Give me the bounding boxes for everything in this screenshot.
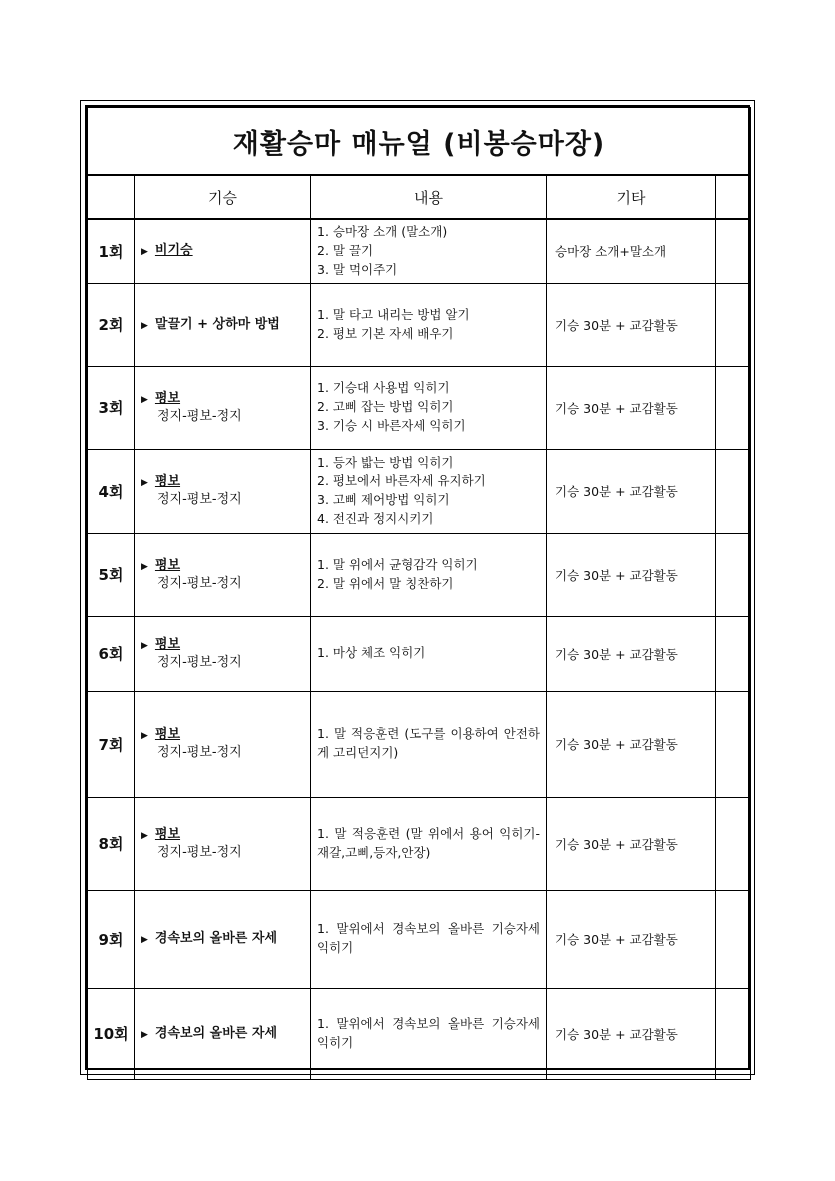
blank-cell [716, 890, 751, 988]
blank-cell [716, 283, 751, 366]
skill-name: 평보 [154, 390, 181, 406]
blank-cell [716, 691, 751, 797]
skill-name: 경속보의 올바른 자세 [154, 1025, 277, 1041]
header-content: 내용 [311, 175, 547, 219]
skill-name: 비기승 [154, 243, 193, 259]
content-line: 3. 기승 시 바른자세 익히기 [317, 417, 466, 433]
session-number: 2회 [88, 283, 135, 366]
skill-sub: 정지-평보-정지 [157, 408, 242, 424]
content-cell [311, 988, 547, 1079]
content-cell [311, 449, 547, 533]
header-row [88, 175, 751, 219]
content-cell [311, 533, 547, 616]
skill-cell [135, 533, 311, 616]
skill-cell [135, 219, 311, 283]
skill-cell [135, 988, 311, 1079]
triangle-bullet-icon: ▶ [141, 1029, 148, 1040]
skill-name: 평보 [154, 474, 181, 490]
content-line: 2. 말 위에서 말 칭찬하기 [317, 575, 454, 591]
skill-cell [135, 890, 311, 988]
skill-cell [135, 283, 311, 366]
skill-cell [135, 366, 311, 449]
blank-cell [716, 366, 751, 449]
session-number: 10회 [88, 988, 135, 1079]
etc-cell: 기승 30분 + 교감활동 [547, 797, 716, 890]
content-line: 1. 말위에서 경속보의 올바른 기승자세 익히기 [317, 921, 540, 955]
skill-cell [135, 691, 311, 797]
content-line: 1. 말 적응훈련 (말 위에서 용어 익히기-재갈,고삐,등자,안장) [317, 825, 540, 860]
content-line: 1. 승마장 소개 (말소개) [317, 224, 448, 240]
table-row [88, 616, 751, 691]
content-cell [311, 219, 547, 283]
content-cell [311, 616, 547, 691]
content-cell [311, 797, 547, 890]
blank-cell [716, 988, 751, 1079]
etc-cell: 기승 30분 + 교감활동 [547, 449, 716, 533]
blank-cell [716, 219, 751, 283]
blank-cell [716, 449, 751, 533]
triangle-bullet-icon: ▶ [141, 640, 148, 651]
document-frame [80, 100, 755, 1075]
etc-cell: 승마장 소개+말소개 [547, 219, 716, 283]
content-cell [311, 366, 547, 449]
blank-cell [716, 797, 751, 890]
table-row [88, 219, 751, 283]
skill-sub: 정지-평보-정지 [157, 492, 242, 507]
table-row [88, 366, 751, 449]
triangle-bullet-icon: ▶ [141, 247, 148, 258]
content-line: 3. 고삐 제어방법 익히기 [317, 492, 450, 507]
session-number: 3회 [88, 366, 135, 449]
table-row [88, 691, 751, 797]
header-number [88, 175, 135, 219]
session-number: 6회 [88, 616, 135, 691]
content-line: 1. 마상 체조 익히기 [317, 645, 426, 661]
etc-cell: 기승 30분 + 교감활동 [547, 691, 716, 797]
content-line: 1. 말 적응훈련 (도구를 이용하여 안전하게 고리던지기) [317, 726, 540, 760]
table-row [88, 533, 751, 616]
triangle-bullet-icon: ▶ [141, 478, 148, 489]
etc-cell: 기승 30분 + 교감활동 [547, 616, 716, 691]
document-inner-frame [85, 105, 750, 1070]
skill-sub: 정지-평보-정지 [157, 844, 242, 860]
skill-cell [135, 797, 311, 890]
page-title: 재활승마 매뉴얼 (비봉승마장) [88, 108, 751, 176]
table-row [88, 283, 751, 366]
header-etc: 기타 [547, 175, 716, 219]
content-line: 2. 말 끌기 [317, 242, 374, 258]
content-line: 1. 등자 밟는 방법 익히기 [317, 454, 454, 470]
content-cell [311, 890, 547, 988]
session-number: 8회 [88, 797, 135, 890]
skill-sub: 정지-평보-정지 [157, 575, 242, 591]
skill-name: 평보 [154, 826, 181, 842]
content-line: 2. 평보 기본 자세 배우기 [317, 325, 454, 341]
header-skill: 기승 [135, 175, 311, 219]
session-number: 9회 [88, 890, 135, 988]
skill-cell [135, 449, 311, 533]
skill-name: 평보 [154, 557, 181, 573]
triangle-bullet-icon: ▶ [141, 320, 148, 331]
skill-name: 평보 [154, 636, 181, 652]
skill-cell [135, 616, 311, 691]
content-cell [311, 283, 547, 366]
content-line: 1. 말위에서 경속보의 올바른 기승자세 익히기 [317, 1015, 540, 1050]
etc-cell: 기승 30분 + 교감활동 [547, 533, 716, 616]
table-row [88, 797, 751, 890]
content-line: 2. 고삐 잡는 방법 익히기 [317, 399, 454, 415]
triangle-bullet-icon: ▶ [141, 731, 148, 742]
skill-name: 평보 [154, 727, 181, 743]
etc-cell: 기승 30분 + 교감활동 [547, 366, 716, 449]
table-row [88, 890, 751, 988]
etc-cell: 기승 30분 + 교감활동 [547, 283, 716, 366]
blank-cell [716, 616, 751, 691]
table-row [88, 449, 751, 533]
content-line: 2. 평보에서 바른자세 유지하기 [317, 473, 486, 489]
skill-sub: 정지-평보-정지 [157, 745, 242, 760]
skill-name: 경속보의 올바른 자세 [154, 931, 277, 947]
manual-table [87, 107, 751, 1080]
content-line: 3. 말 먹이주기 [317, 261, 398, 277]
content-line: 1. 말 위에서 균형감각 익히기 [317, 556, 478, 572]
content-cell [311, 691, 547, 797]
triangle-bullet-icon: ▶ [141, 394, 148, 405]
skill-sub: 정지-평보-정지 [157, 654, 242, 670]
header-blank [716, 175, 751, 219]
skill-name: 말끌기 + 상하마 방법 [154, 316, 280, 332]
etc-cell: 기승 30분 + 교감활동 [547, 988, 716, 1079]
triangle-bullet-icon: ▶ [141, 830, 148, 841]
session-number: 5회 [88, 533, 135, 616]
triangle-bullet-icon: ▶ [141, 561, 148, 572]
session-number: 4회 [88, 449, 135, 533]
session-number: 7회 [88, 691, 135, 797]
table-row [88, 988, 751, 1079]
etc-cell: 기승 30분 + 교감활동 [547, 890, 716, 988]
content-line: 1. 기승대 사용법 익히기 [317, 380, 450, 396]
session-number: 1회 [88, 219, 135, 283]
content-line: 4. 전진과 정지시키기 [317, 510, 434, 526]
triangle-bullet-icon: ▶ [141, 935, 148, 946]
blank-cell [716, 533, 751, 616]
title-row [88, 108, 751, 176]
content-line: 1. 말 타고 내리는 방법 알기 [317, 306, 470, 322]
